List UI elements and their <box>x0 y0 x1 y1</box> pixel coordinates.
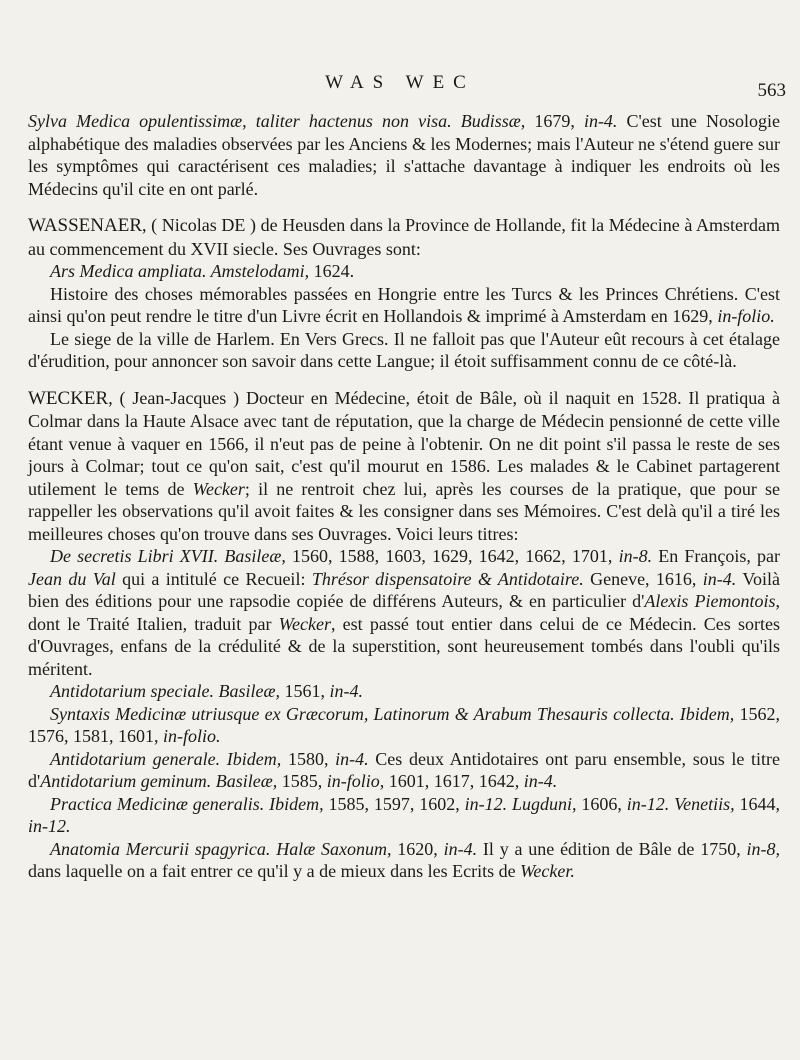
text-run: 1561, <box>279 681 330 701</box>
italic-text: in-4. <box>523 771 558 791</box>
text-run: 1679, <box>525 111 584 131</box>
italic-text: in-8, <box>746 838 781 859</box>
italic-text: Alexis Piemontois <box>644 591 776 611</box>
entry-paragraph <box>28 793 780 838</box>
italic-text: Thrésor dispensatoire & Antidotaire. <box>311 568 584 589</box>
text-run: 1585, <box>277 771 327 791</box>
entry-paragraph <box>28 703 780 748</box>
entry-paragraph <box>28 110 780 200</box>
entry-paragraph <box>28 838 780 883</box>
text-run: , ( Nicolas DE ) de Heusden dans la Province de Hollande, fit la Médecine à Amsterdam au commencement du XVII siecle. Ses Ouvrages sont: <box>28 215 780 259</box>
text-run: 1644, <box>734 793 781 814</box>
text-run: ; il ne rentroit chez lui, après les courses de la pratique, que pour se rappeller les observations qu'il avoit faites & les consigner dans ses Mémoires. C'est delà qu'il a tiré les meilleures choses qu'on trouve dans ses Ouvrages. Voici leurs titres: <box>28 478 780 544</box>
italic-text: in-folio. <box>163 726 221 746</box>
text-run: Geneve, 1616, <box>583 568 703 589</box>
italic-text: in-4. <box>702 568 737 589</box>
entry-paragraph <box>28 214 780 260</box>
text-run: 1606, <box>576 793 627 814</box>
entry-paragraph <box>28 680 780 703</box>
text-run: Voilà bien des éditions pour une rapsodie copiée de différens Auteurs, & en particulier d' <box>28 568 780 611</box>
text-run: C'est une Nosologie alphabétique des maladies observées par les Anciens & les Modernes; mais l'Auteur ne s'étend guere sur les symptômes qui caractérisent ces maladies; il s'attache davantage à indiquer les endroits où les Médecins qu'il cite en ont parlé. <box>28 111 780 199</box>
italic-text: Ars Medica ampliata. Amstelodami, <box>50 261 310 281</box>
text-run: Il y a une édition de Bâle de 1750, <box>477 838 747 859</box>
italic-text: Antidotarium speciale. Basileæ, <box>50 681 280 701</box>
italic-text: in-4. <box>583 111 618 131</box>
italic-text: in-4. <box>335 748 369 769</box>
italic-text: Wecker <box>278 613 331 634</box>
entry-paragraph <box>28 387 780 546</box>
italic-text: in-12. Lugduni, <box>464 793 577 814</box>
italic-text: De secretis Libri XVII. Basileæ, <box>50 546 286 566</box>
italic-text: Jean du Val <box>28 568 116 589</box>
running-title: WAS WEC <box>325 72 475 93</box>
entry-paragraph <box>28 283 780 328</box>
dictionary-entry <box>28 214 780 373</box>
italic-text: Anatomia Mercurii spagyrica. Halæ Saxonum, <box>50 838 392 859</box>
italic-text: Practica Medicinæ generalis. Ibidem, <box>50 793 324 814</box>
text-run: 1560, 1588, 1603, 1629, 1642, 1662, 1701, <box>285 546 619 566</box>
text-run: Histoire des choses mémorables passées en Hongrie entre les Turcs & les Princes Chrétiens. C'est ainsi qu'on peut rendre le titre d'un Livre écrit en Hollandois & imprimé à Amsterdam en 1629, <box>28 283 780 326</box>
text-run: , dont le Traité Italien, traduit par <box>28 591 780 634</box>
text-run: Le siege de la ville de Harlem. En Vers Grecs. Il ne falloit pas que l'Auteur eût recours à cet étalage d'érudition, pour annoncer son savoir dans cette Langue; il étoit suffisamment connu de ce côté-là. <box>28 328 780 371</box>
text-run: Ces deux Antidotaires ont paru ensemble, sous le titre d' <box>28 748 781 791</box>
text-run: qui a intitulé ce Recueil: <box>115 568 312 589</box>
text-run: , est passé tout entier dans celui de ce Médecin. Ces sortes d'Ouvrages, enfans de la crédulité & de la superstition, sont heureusement tombés dans l'oubli qu'ils méritent. <box>28 613 780 679</box>
page-body <box>28 110 780 883</box>
text-run: 1585, 1597, 1602, <box>323 793 465 814</box>
text-run: 1624. <box>309 261 355 281</box>
italic-text: in-8. <box>618 546 653 566</box>
text-run: 1562, 1576, 1581, 1601, <box>28 703 781 746</box>
italic-text: in-folio, <box>326 771 385 791</box>
italic-text: Antidotarium geminum. Basileæ, <box>40 771 278 791</box>
entry-paragraph <box>28 328 780 373</box>
text-run: En François, par <box>652 546 780 566</box>
text-run: , ( Jean-Jacques ) Docteur en Médecine, étoit de Bâle, où il naquit en 1528. Il pratiqua à Colmar dans la Haute Alsace avec tant de réputation, que la charge de Médecin pensionné de cette ville étant venue à vaquer en 1566, il n'eut pas de peine à l'obtenir. On ne dit point s'il passa le reste de ses jours à Colmar; tout ce qu'on sait, c'est qu'il mourut en 1586. Les malades & le Cabinet partagerent utilement le tems de <box>28 387 780 499</box>
text-run: 1620, <box>391 838 444 859</box>
dictionary-entry <box>28 387 780 883</box>
italic-text: in-4. <box>329 681 363 701</box>
entry-name: WECKER <box>28 387 109 409</box>
dictionary-entry <box>28 110 780 200</box>
entry-paragraph <box>28 260 780 283</box>
italic-text: Syntaxis Medicinæ utriusque ex Græcorum, Latinorum & Arabum Thesauris collecta. Ibidem, <box>50 703 735 724</box>
page-number: 563 <box>757 80 786 101</box>
italic-text: in-4. <box>443 838 478 859</box>
italic-text: Sylva Medica opulentissimæ, taliter hactenus non visa. Budissæ, <box>28 111 526 131</box>
italic-text: in-12. <box>28 816 71 836</box>
italic-text: Wecker <box>192 478 245 499</box>
entry-paragraph <box>28 545 780 680</box>
text-run: 1601, 1617, 1642, <box>384 771 524 791</box>
italic-text: in-12. Venetiis, <box>626 793 735 814</box>
text-run: 1580, <box>281 748 336 769</box>
entry-paragraph <box>28 748 780 793</box>
text-run: dans laquelle on a fait entrer ce qu'il y a de mieux dans les Ecrits de <box>28 861 521 881</box>
italic-text: in-folio. <box>717 306 775 326</box>
italic-text: Antidotarium generale. Ibidem, <box>50 748 282 769</box>
entry-name: WASSENAER <box>28 215 143 236</box>
italic-text: Wecker. <box>520 861 575 881</box>
